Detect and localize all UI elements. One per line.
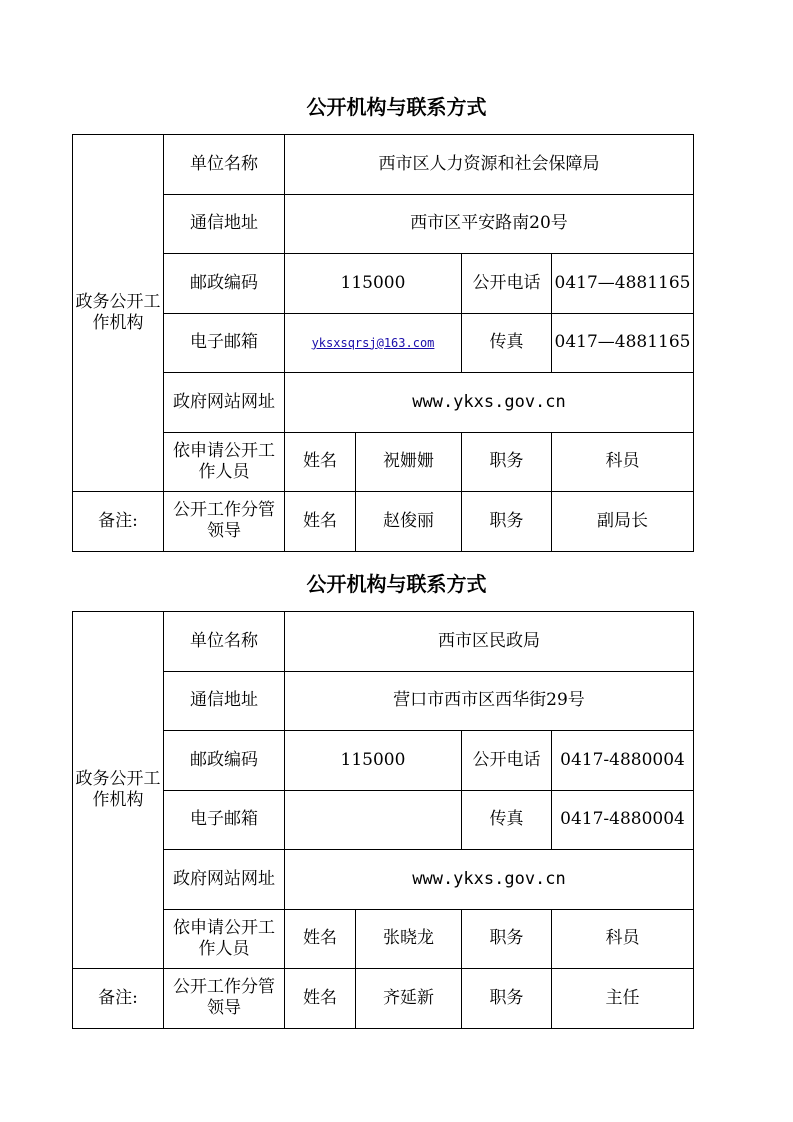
- postcode-label: 邮政编码: [164, 254, 285, 314]
- fax-label: 传真: [462, 790, 552, 850]
- leader-post-value: 主任: [552, 969, 694, 1029]
- section-label: 政务公开工作机构: [73, 612, 164, 969]
- email-cell: [285, 313, 462, 373]
- leader-label: 公开工作分管领导: [164, 969, 285, 1029]
- phone-label: 公开电话: [462, 254, 552, 314]
- unit-name-value: 西市区民政局: [285, 612, 694, 672]
- email-label: 电子邮箱: [164, 313, 285, 373]
- postcode-value: 115000: [285, 254, 462, 314]
- postcode-value: 115000: [285, 731, 462, 791]
- leader-post-value: 副局长: [552, 492, 694, 552]
- unit-name-label: 单位名称: [164, 612, 285, 672]
- postcode-label: 邮政编码: [164, 731, 285, 791]
- phone-label: 公开电话: [462, 731, 552, 791]
- staff-name-label: 姓名: [285, 432, 356, 492]
- website-value: www.ykxs.gov.cn: [285, 850, 694, 910]
- leader-name-value: 赵俊丽: [356, 492, 462, 552]
- staff-name-value: 祝姗姗: [356, 432, 462, 492]
- card-2-title: 公开机构与联系方式: [306, 572, 487, 596]
- email-link[interactable]: yksxsqrsj@163.com: [311, 335, 435, 350]
- email-cell: [285, 790, 462, 850]
- staff-name-value: 张晓龙: [356, 909, 462, 969]
- remarks-label: 备注:: [73, 969, 164, 1029]
- fax-value: 0417-4880004: [552, 790, 694, 850]
- website-label: 政府网站网址: [164, 850, 285, 910]
- staff-label: 依申请公开工作人员: [164, 909, 285, 969]
- fax-value: 0417—4881165: [552, 313, 694, 373]
- phone-value: 0417-4880004: [552, 731, 694, 791]
- staff-post-value: 科员: [552, 432, 694, 492]
- leader-post-label: 职务: [462, 969, 552, 1029]
- leader-name-value: 齐延新: [356, 969, 462, 1029]
- fax-label: 传真: [462, 313, 552, 373]
- card-1-contact-table: [72, 134, 694, 552]
- staff-post-label: 职务: [462, 432, 552, 492]
- staff-post-value: 科员: [552, 909, 694, 969]
- staff-name-label: 姓名: [285, 909, 356, 969]
- address-label: 通信地址: [164, 671, 285, 731]
- address-value: 西市区平安路南20号: [285, 194, 694, 254]
- card-2-contact-table: [72, 611, 694, 1029]
- leader-name-label: 姓名: [285, 969, 356, 1029]
- leader-name-label: 姓名: [285, 492, 356, 552]
- leader-label: 公开工作分管领导: [164, 492, 285, 552]
- card-1-title: 公开机构与联系方式: [306, 95, 487, 119]
- address-value: 营口市西市区西华街29号: [285, 671, 694, 731]
- remarks-label: 备注:: [73, 492, 164, 552]
- website-value: www.ykxs.gov.cn: [285, 373, 694, 433]
- unit-name-label: 单位名称: [164, 135, 285, 195]
- leader-post-label: 职务: [462, 492, 552, 552]
- address-label: 通信地址: [164, 194, 285, 254]
- unit-name-value: 西市区人力资源和社会保障局: [285, 135, 694, 195]
- phone-value: 0417—4881165: [552, 254, 694, 314]
- section-label: 政务公开工作机构: [73, 135, 164, 492]
- email-label: 电子邮箱: [164, 790, 285, 850]
- staff-post-label: 职务: [462, 909, 552, 969]
- website-label: 政府网站网址: [164, 373, 285, 433]
- staff-label: 依申请公开工作人员: [164, 432, 285, 492]
